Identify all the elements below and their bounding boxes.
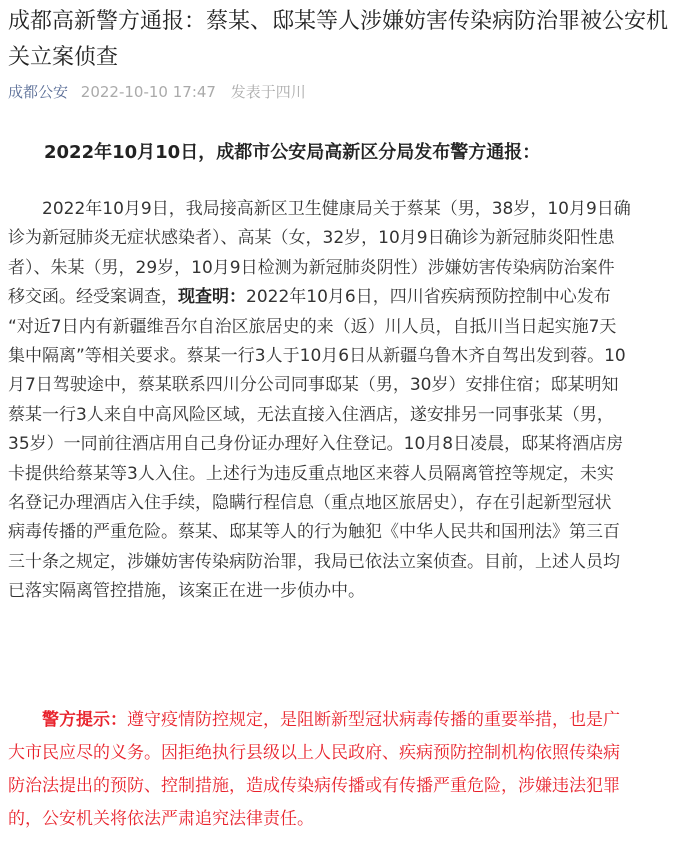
body-line: 三十条之规定，涉嫌妨害传染病防治罪，我局已依法立案侦查。目前，上述人员均 [8, 551, 620, 572]
body-line: 病毒传播的严重危险。蔡某、邸某等人的行为触犯《中华人民共和国刑法》第三百 [8, 522, 620, 543]
warning-label: 警方提示： [42, 710, 127, 730]
lead-paragraph: 2022年10月10日，成都市公安局高新区分局发布警方通报： [44, 142, 541, 163]
body-line-text: 2022年10月6日，四川省疾病预防控制中心发布 [246, 287, 611, 308]
body-line: 蔡某一行3人来自中高风险区域，无法直接入住酒店，遂安排另一同事张某（男， [8, 404, 614, 425]
body-paragraph [8, 195, 698, 607]
article-title-line1: 成都高新警方通报：蔡某、邸某等人涉嫌妨害传染病防治罪被公安机 [8, 9, 669, 34]
body-line: 2022年10月9日，我局接高新区卫生健康局关于蔡某（男，38岁，10月9日确 [42, 199, 631, 219]
warning-line-text: 遵守疫情防控规定，是阻断新型冠状病毒传播的重要举措，也是广 [127, 710, 620, 730]
body-line: 月7日驾驶途中，蔡某联系四川分公司同事邸某（男，30岁）安排住宿；邸某明知 [8, 375, 619, 396]
body-line-text: 移交函。经受案调查， [8, 287, 178, 308]
author-link[interactable]: 成都公安 [8, 83, 69, 101]
body-line: 已落实隔离管控措施，该案正在进一步侦办中。 [8, 581, 365, 602]
body-line: “对近7日内有新疆维吾尔自治区旅居史的来（返）川人员，自抵川当日起实施7天 [8, 316, 617, 337]
publish-date: 2022-10-10 17:47 [80, 83, 216, 101]
police-warning [8, 704, 698, 836]
body-line [8, 283, 698, 312]
body-line: 35岁）一同前往酒店用自己身份证办理好入住登记。10月8日凌晨，邸某将酒店房 [8, 434, 624, 455]
body-line: 诊为新冠肺炎无症状感染者）、高某（女，32岁，10月9日确诊为新冠肺炎阳性患 [8, 228, 615, 249]
body-line: 集中隔离”等相关要求。蔡某一行3人于10月6日从新疆乌鲁木齐自驾出发到蓉。10 [8, 346, 626, 367]
article-meta [8, 82, 306, 102]
warning-line: 的，公安机关将依法严肃追究法律责任。 [8, 809, 314, 829]
publish-location: 发表于四川 [230, 83, 306, 101]
article-title-line2: 关立案侦查 [8, 45, 119, 70]
body-line: 者）、朱某（男，29岁，10月9日检测为新冠肺炎阴性）涉嫌妨害传染病防治案件 [8, 257, 615, 278]
finding-label: 现查明： [178, 287, 246, 308]
warning-line: 防治法提出的预防、控制措施，造成传染病传播或有传播严重危险，涉嫌违法犯罪 [8, 776, 620, 796]
body-line: 名登记办理酒店入住手续，隐瞒行程信息（重点地区旅居史），存在引起新型冠状 [8, 493, 612, 514]
article-title [8, 4, 698, 76]
warning-line: 大市民应尽的义务。因拒绝执行县级以上人民政府、疾病预防控制机构依照传染病 [8, 743, 620, 763]
body-line: 卡提供给蔡某等3人入住。上述行为违反重点地区来蓉人员隔离管控等规定，未实 [8, 463, 614, 484]
warning-line [8, 704, 698, 737]
